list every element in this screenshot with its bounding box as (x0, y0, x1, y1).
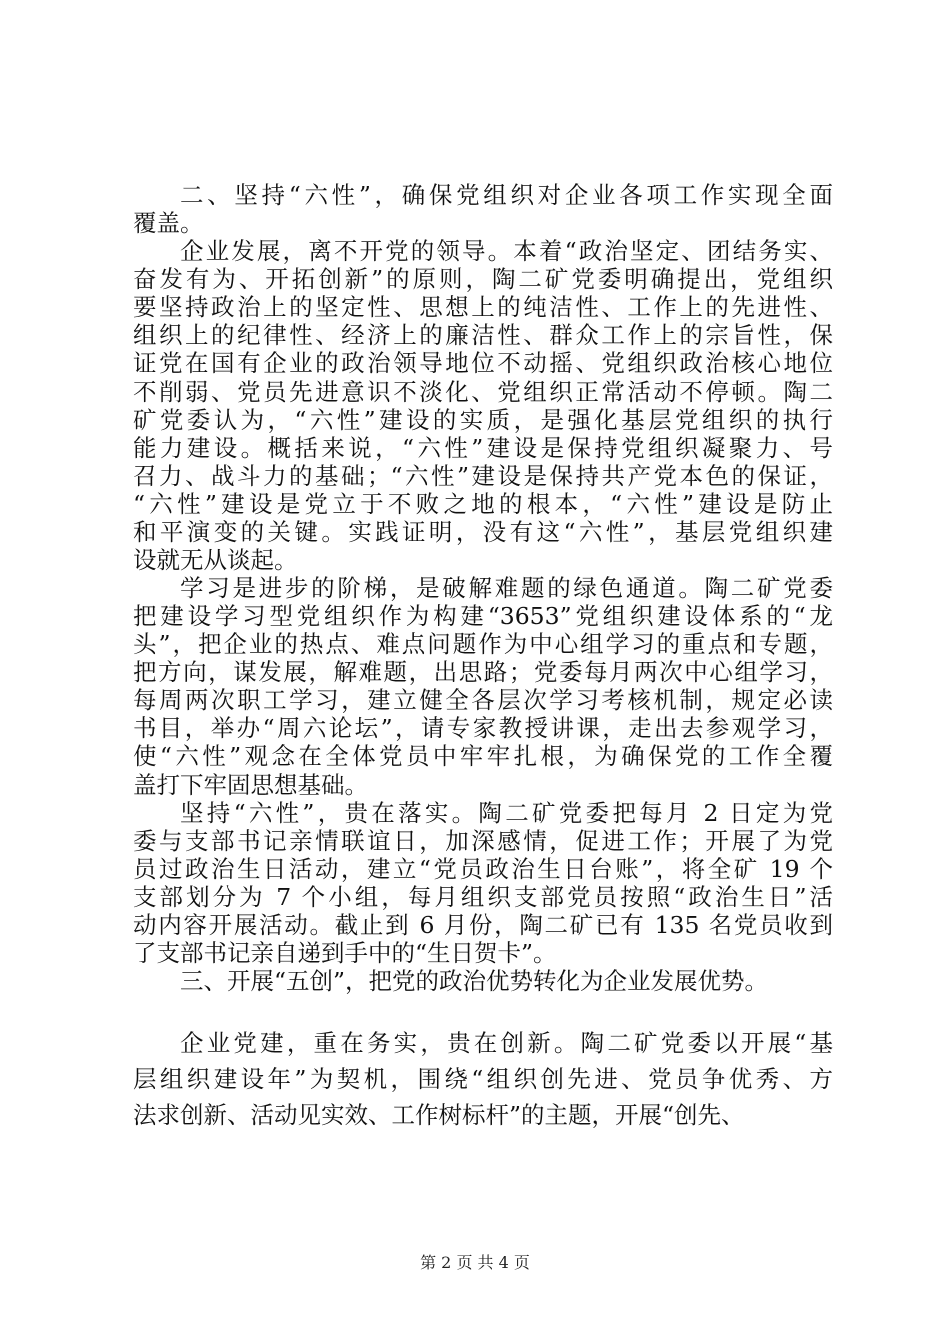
section-two-heading-line: 二、坚持“六性”，确保党组织对企业各项工作实现全面 (180, 181, 833, 209)
paragraph-implementation-line: 坚持“六性”，贵在落实。陶二矿党委把每月 2 日定为党 (180, 798, 833, 827)
paragraph-learning-line: 使“六性”观念在全体党员中牢牢扎根，为确保党的工作全覆 (133, 742, 833, 771)
paragraph-implementation-line: 动内容开展活动。截止到 6 月份，陶二矿已有 135 名党员收到 (133, 910, 833, 939)
section-two-heading-line: 覆盖。 (133, 209, 204, 238)
paragraph-leadership-line: 要坚持政治上的坚定性、思想上的纯洁性、工作上的先进性、 (133, 293, 833, 322)
paragraph-leadership-line: 设就无从谈起。 (133, 545, 298, 574)
paragraph-leadership-line: “六性”建设是党立于不败之地的根本，“六性”建设是防止 (133, 489, 833, 518)
paragraph-innovation-line: 法求创新、活动见实效、工作树标杆”的主题，开展“创先、 (133, 1101, 745, 1129)
paragraph-innovation-line: 层组织建设年”为契机，围绕“组织创先进、党员争优秀、方 (133, 1065, 833, 1093)
paragraph-learning-line: 书目，举办“周六论坛”，请专家教授讲课，走出去参观学习， (133, 714, 833, 743)
paragraph-leadership-line: 矿党委认为，“六性”建设的实质，是强化基层党组织的执行 (133, 405, 833, 434)
paragraph-leadership-line: 证党在国有企业的政治领导地位不动摇、党组织政治核心地位 (133, 349, 833, 378)
paragraph-leadership-line: 企业发展，离不开党的领导。本着“政治坚定、团结务实、 (180, 237, 833, 266)
paragraph-innovation-line: 企业党建，重在务实，贵在创新。陶二矿党委以开展“基 (180, 1029, 833, 1057)
paragraph-learning-line: 学习是进步的阶梯，是破解难题的绿色通道。陶二矿党委 (180, 574, 833, 602)
paragraph-implementation-line: 了支部书记亲自递到手中的“生日贺卡”。 (133, 938, 557, 967)
paragraph-leadership-line: 奋发有为、开拓创新”的原则，陶二矿党委明确提出，党组织 (133, 265, 833, 294)
paragraph-learning-line: 头”，把企业的热点、难点问题作为中心组学习的重点和专题， (133, 630, 833, 659)
paragraph-leadership-line: 召力、战斗力的基础；“六性”建设是保持共产党本色的保证， (133, 461, 833, 490)
page-footer: 第 2 页 共 4 页 (420, 1253, 530, 1272)
paragraph-leadership-line: 能力建设。概括来说，“六性”建设是保持党组织凝聚力、号 (133, 433, 833, 462)
paragraph-leadership-line: 组织上的纪律性、经济上的廉洁性、群众工作上的宗旨性，保 (133, 321, 833, 350)
paragraph-implementation-line: 委与支部书记亲情联谊日，加深感情，促进工作；开展了为党 (133, 826, 833, 855)
paragraph-leadership-line: 不削弱、党员先进意识不淡化、党组织正常活动不停顿。陶二 (133, 377, 833, 406)
paragraph-implementation-line: 支部划分为 7 个小组，每月组织支部党员按照“政治生日”活 (133, 882, 833, 911)
paragraph-implementation-line: 员过政治生日活动，建立“党员政治生日台账”，将全矿 19 个 (133, 854, 833, 883)
paragraph-leadership-line: 和平演变的关键。实践证明，没有这“六性”，基层党组织建 (133, 517, 833, 546)
paragraph-learning-line: 盖打下牢固思想基础。 (133, 770, 368, 799)
section-three-heading-line: 三、开展“五创”，把党的政治优势转化为企业发展优势。 (180, 967, 769, 995)
paragraph-learning-line: 每周两次职工学习，建立健全各层次学习考核机制，规定必读 (133, 686, 833, 715)
paragraph-learning-line: 把建设学习型党组织作为构建“3653”党组织建设体系的“龙 (133, 602, 833, 631)
paragraph-learning-line: 把方向，谋发展，解难题，出思路；党委每月两次中心组学习， (133, 658, 833, 687)
